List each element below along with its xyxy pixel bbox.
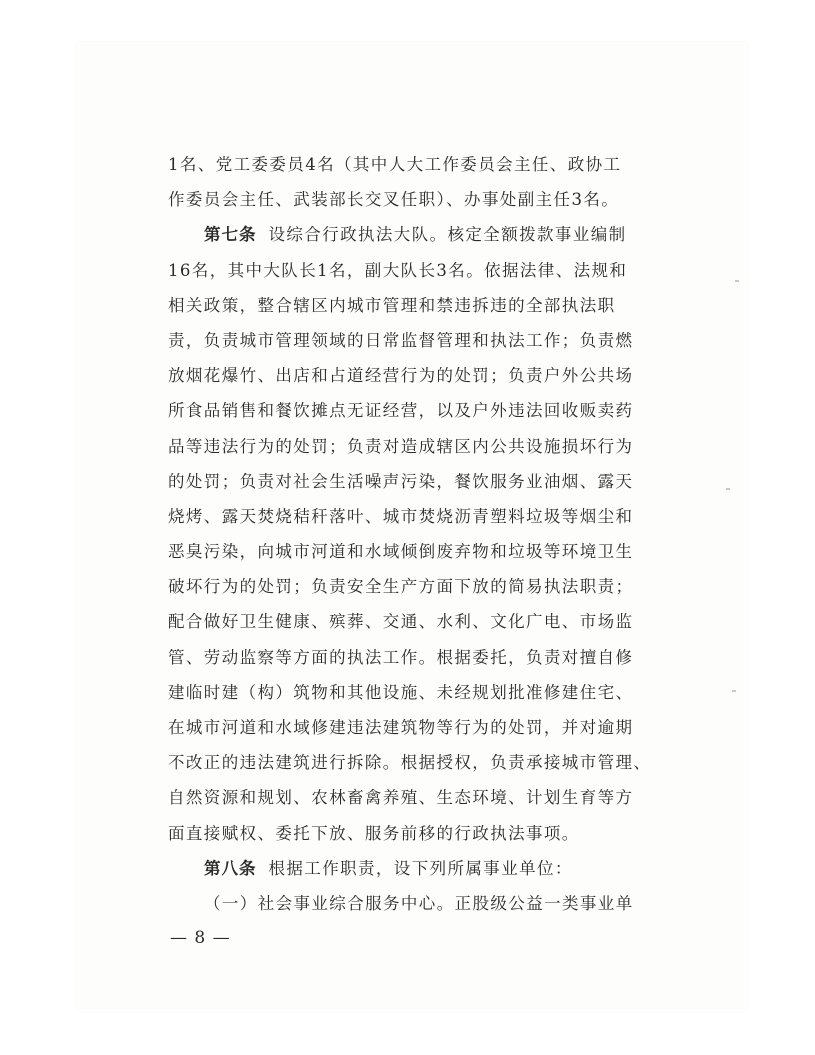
text-line: 所食品销售和餐饮摊点无证经营，以及户外违法回收贩卖药 <box>168 401 634 421</box>
text-line: 相关政策，整合辖区内城市管理和禁违拆违的全部执法职 <box>168 295 616 315</box>
text-line: 不改正的违法建筑进行拆除。根据授权，负责承接城市管理、 <box>168 753 652 773</box>
article-7-line: 第七条 设综合行政执法大队。核定全额拨款事业编制 <box>204 225 627 245</box>
text-line: 自然资源和规划、农林畜禽养殖、生态环境、计划生育等方 <box>168 788 634 808</box>
article-heading: 第八条 <box>204 858 257 878</box>
article-heading: 第七条 <box>204 225 257 245</box>
text-line: 作委员会主任、武装部长交叉任职）、办事处副主任3名。 <box>168 190 620 210</box>
text-line: 恶臭污染，向城市河道和水域倾倒废弃物和垃圾等环境卫生 <box>168 542 634 562</box>
text-line: 16名，其中大队长1名，副大队长3名。依据法律、法规和 <box>168 260 628 280</box>
text-line: 品等违法行为的处罚；负责对造成辖区内公共设施损坏行为 <box>168 436 634 456</box>
scan-speck <box>732 690 736 692</box>
text-line: 的处罚；负责对社会生活噪声污染，餐饮服务业油烟、露天 <box>168 471 634 491</box>
scan-speck <box>726 488 730 490</box>
text-line: 在城市河道和水域修建违法建筑物等行为的处罚，并对逾期 <box>168 718 634 737</box>
article-8-line: 第八条 根据工作职责，设下列所属事业单位： <box>204 858 573 878</box>
text-line: 破坏行为的处罚；负责安全生产方面下放的简易执法职责； <box>168 577 634 597</box>
text-line: 配合做好卫生健康、殡葬、交通、水利、文化广电、市场监 <box>168 612 634 632</box>
page-number: — 8 — <box>170 928 231 948</box>
text-line: 建临时建（构）筑物和其他设施、未经规划批准修建住宅、 <box>168 682 634 702</box>
text-line: 面直接赋权、委托下放、服务前移的行政执法事项。 <box>168 823 580 843</box>
text-line: （一）社会事业综合服务中心。正股级公益一类事业单 <box>204 893 634 913</box>
scan-speck <box>735 280 739 282</box>
text-line: 放烟花爆竹、出店和占道经营行为的处罚；负责户外公共场 <box>168 366 634 386</box>
text-line: 管、劳动监察等方面的执法工作。根据委托，负责对擅自修 <box>168 647 634 667</box>
text-line: 烧烤、露天焚烧秸秆落叶、城市焚烧沥青塑料垃圾等烟尘和 <box>168 506 634 526</box>
text-line: 责，负责城市管理领域的日常监督管理和执法工作；负责燃 <box>168 330 634 350</box>
text-line: 1名、党工委委员4名（其中人大工作委员会主任、政协工 <box>168 155 622 174</box>
document-body <box>168 147 668 921</box>
